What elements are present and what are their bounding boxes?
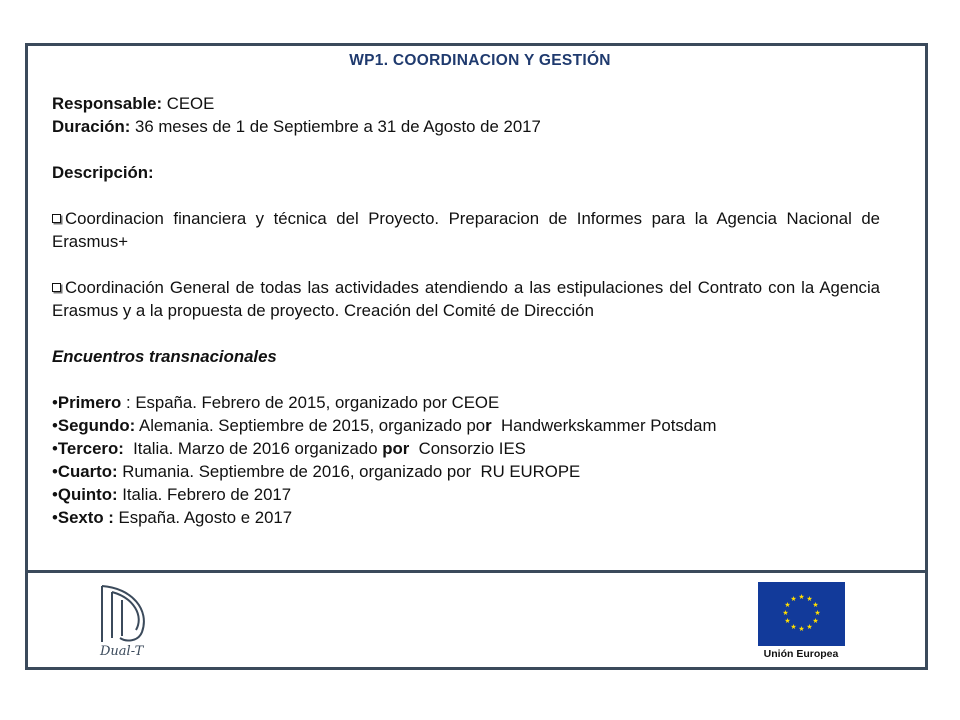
- bullet-icon: •: [52, 508, 58, 527]
- meeting-organizer: Handwerkskammer Potsdam: [491, 416, 717, 435]
- meeting-separator: :: [121, 393, 136, 412]
- meeting-item: [52, 460, 880, 483]
- meeting-item: [52, 391, 880, 414]
- svg-text:★: ★: [814, 609, 821, 617]
- meeting-label: Quinto:: [57, 485, 118, 504]
- footer-divider: [25, 570, 928, 573]
- svg-text:★: ★: [812, 617, 819, 625]
- meeting-detail: Italia. Marzo de 2016 organizado: [133, 439, 383, 458]
- bullet-icon: •: [52, 462, 58, 481]
- svg-text:★: ★: [798, 593, 805, 601]
- meeting-item: [52, 414, 880, 437]
- bullet-icon: •: [52, 485, 58, 504]
- checkbox-bullet-icon: [52, 214, 61, 223]
- encuentros-heading: Encuentros transnacionales: [52, 347, 277, 366]
- meeting-detail-bold: por: [382, 439, 410, 458]
- svg-text:★: ★: [784, 617, 791, 625]
- meeting-detail: España. Febrero de 2015, organizado por CEOE: [135, 393, 500, 412]
- meeting-detail: Rumania. Septiembre de 2016, organizado por RU EUROPE: [122, 462, 581, 481]
- page-title: WP1. COORDINACION Y GESTIÓN: [349, 52, 611, 69]
- descripcion-label: Descripción:: [52, 163, 154, 182]
- svg-text:★: ★: [806, 595, 813, 603]
- meeting-item: [52, 483, 880, 506]
- meeting-separator: [124, 439, 133, 458]
- dual-t-logo-text: Dual-T: [100, 644, 144, 659]
- meeting-detail-bold: r: [485, 416, 492, 435]
- meeting-label: Cuarto:: [57, 462, 118, 481]
- svg-text:★: ★: [806, 623, 813, 631]
- responsable-label: Responsable:: [52, 94, 163, 113]
- svg-text:★: ★: [798, 625, 805, 633]
- checkbox-bullet-icon: [52, 283, 61, 292]
- meeting-organizer: Consorzio IES: [409, 439, 526, 458]
- eu-label: Unión Europea: [763, 648, 839, 660]
- svg-text:★: ★: [790, 595, 797, 603]
- description-bullet-1: [52, 207, 880, 253]
- duracion-line: [52, 115, 880, 138]
- duracion-label: Duración:: [52, 117, 131, 136]
- svg-text:★: ★: [782, 609, 789, 617]
- content-body: [52, 92, 880, 529]
- bullet-icon: •: [52, 416, 58, 435]
- svg-text:★: ★: [812, 601, 819, 609]
- description-bullet-text: Coordinación General de todas las actividades atendiendo a las estipulaciones del Contrato con la Agencia Erasmus y a la propuesta de proyecto. Creación del Comité de Dirección: [52, 278, 880, 320]
- bullet-icon: •: [52, 393, 58, 412]
- meeting-label: Segundo:: [57, 416, 136, 435]
- meeting-item: [52, 437, 880, 460]
- bullet-icon: •: [52, 439, 58, 458]
- meeting-item: [52, 506, 880, 529]
- responsable-value: CEOE: [162, 94, 215, 113]
- svg-text:★: ★: [784, 601, 791, 609]
- meeting-detail: España. Agosto e 2017: [118, 508, 293, 527]
- svg-text:★: ★: [790, 623, 797, 631]
- meeting-label: Primero: [57, 393, 122, 412]
- eu-flag-icon: [758, 582, 845, 646]
- description-bullet-2: [52, 276, 880, 322]
- meeting-detail: Alemania. Septiembre de 2015, organizado po: [139, 416, 486, 435]
- responsable-line: [52, 92, 880, 115]
- meeting-detail: Italia. Febrero de 2017: [122, 485, 292, 504]
- meeting-label: Tercero:: [57, 439, 124, 458]
- meeting-label: Sexto :: [57, 508, 114, 527]
- duracion-value: 36 meses de 1 de Septiembre a 31 de Agosto de 2017: [130, 117, 541, 136]
- description-bullet-text: Coordinacion financiera y técnica del Proyecto. Preparacion de Informes para la Agencia Nacional de Erasmus+: [52, 209, 880, 251]
